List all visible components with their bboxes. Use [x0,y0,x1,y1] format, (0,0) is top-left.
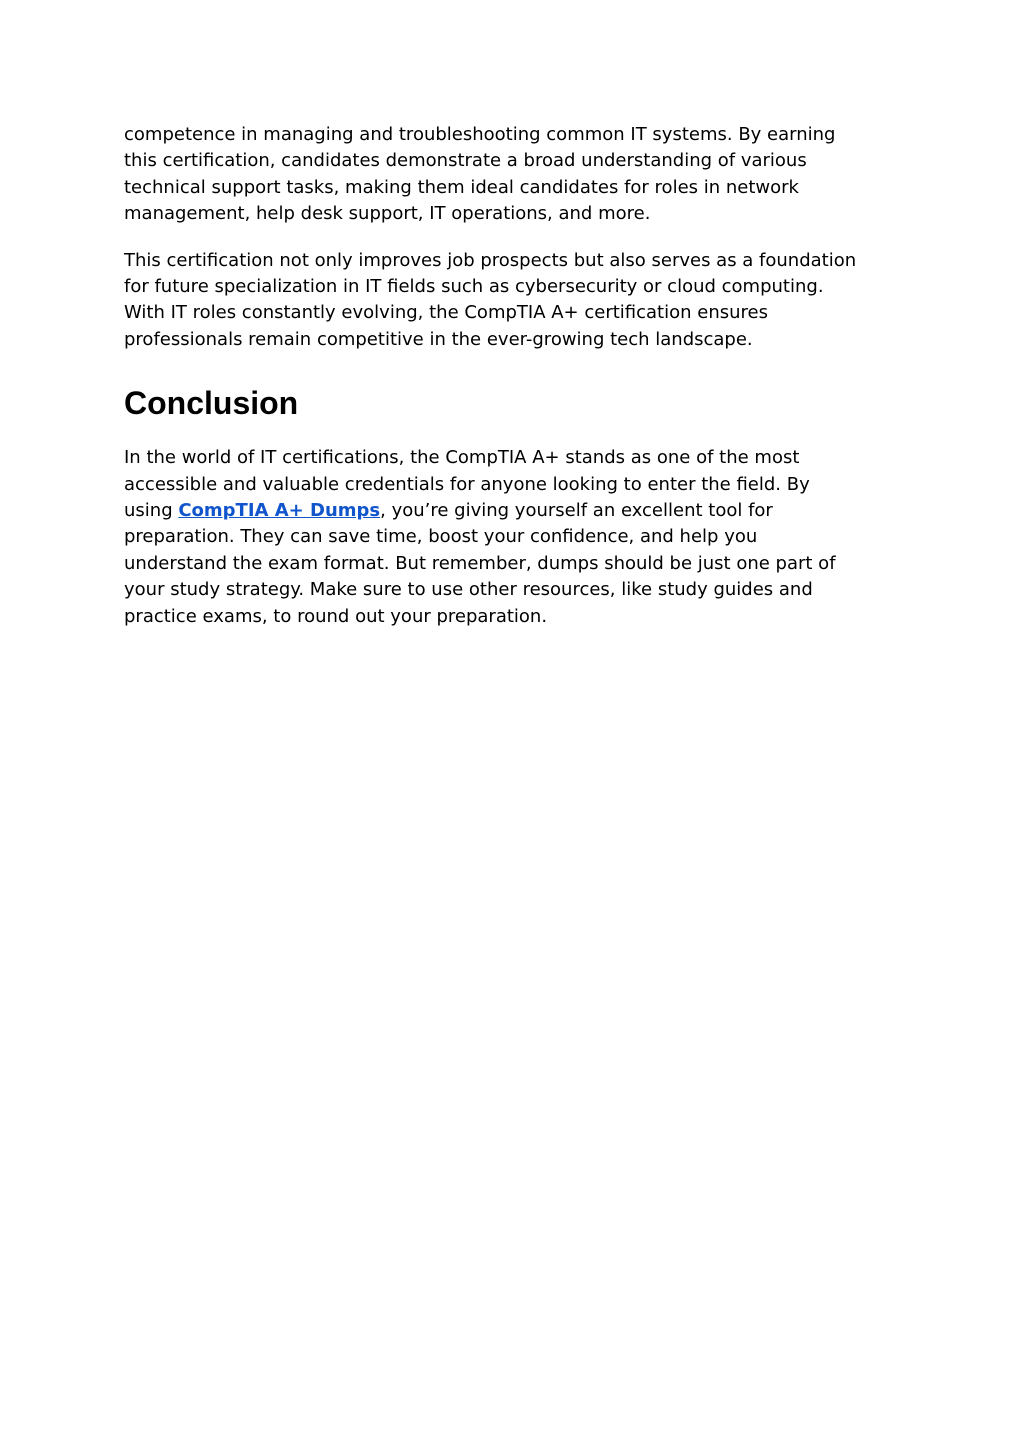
text-line: management, help desk support, IT operations, and more. [124,203,651,225]
text-line: competence in managing and troubleshooting common IT systems. By earning [124,124,836,145]
comptia-dumps-link[interactable]: CompTIA A+ Dumps [178,500,381,522]
text-line: professionals remain competitive in the ever-growing tech landscape. [124,328,753,350]
text-line: In the world of IT certifications, the CompTIA A+ stands as one of the most [124,447,800,469]
text-line: preparation. They can save time, boost your confidence, and help you [124,526,758,548]
text-line: practice exams, to round out your preparation. [124,605,548,627]
text-line: technical support tasks, making them ideal candidates for roles in network [124,176,799,198]
conclusion-heading: Conclusion [124,385,299,422]
link-suffix-text: , you’re giving yourself an excellent tool for [380,500,773,522]
text-line: this certification, candidates demonstrate a broad understanding of various [124,150,807,172]
text-line: for future specialization in IT fields such as cybersecurity or cloud computing. [124,276,824,298]
text-line: With IT roles constantly evolving, the CompTIA A+ certification ensures [124,302,768,324]
text-line-with-link [124,498,904,524]
text-line: This certification not only improves job prospects but also serves as a foundation [124,249,857,271]
document-content [124,122,904,630]
paragraph-certification-competence [124,122,904,228]
link-prefix-text: using [124,500,179,522]
text-line: accessible and valuable credentials for anyone looking to enter the field. By [124,473,810,495]
text-line: understand the exam format. But remember, dumps should be just one part of [124,552,836,574]
text-line: your study strategy. Make sure to use other resources, like study guides and [124,579,813,601]
paragraph-conclusion [124,445,904,630]
paragraph-job-prospects [124,248,904,354]
